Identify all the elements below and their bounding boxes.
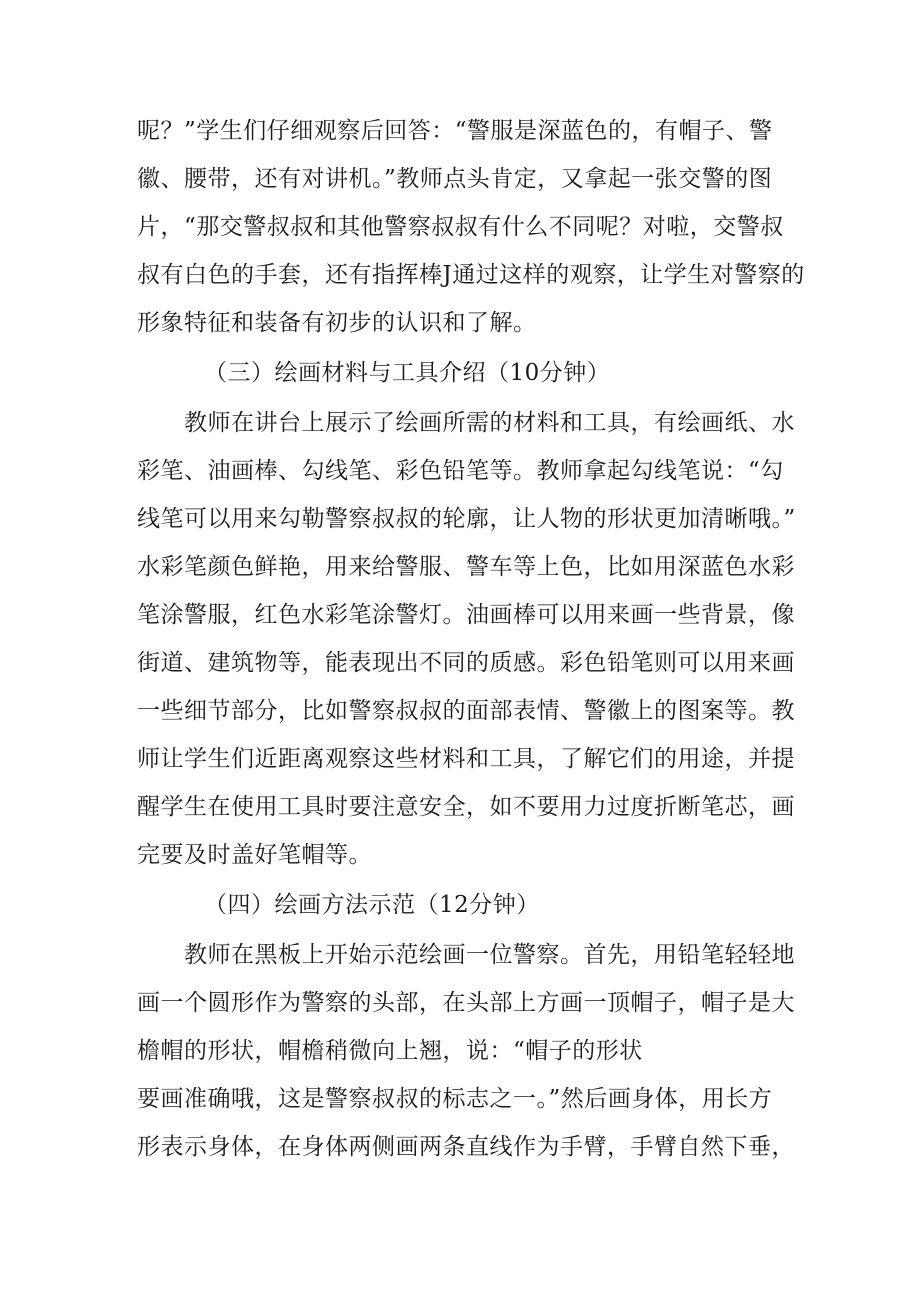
paragraph-line: 水彩笔颜色鲜艳，用来给警服、警车等上色，比如用深蓝色水彩 bbox=[137, 554, 795, 580]
paragraph-line: 完要及时盖好笔帽等。 bbox=[137, 842, 372, 868]
paragraph-line: 街道、建筑物等，能表现出不同的质感。彩色铅笔则可以用来画 bbox=[137, 650, 795, 676]
section-heading: （三）绘画材料与工具介绍（10分钟） bbox=[204, 360, 611, 386]
paragraph-line: 檐帽的形状，帽檐稍微向上翘，说：“帽子的形状 bbox=[137, 1038, 643, 1064]
paragraph-line: 片，“那交警叔叔和其他警察叔叔有什么不同呢？对啦，交警叔 bbox=[137, 214, 784, 240]
paragraph-line: 呢？”学生们仔细观察后回答：“警服是深蓝色的，有帽子、警 bbox=[137, 118, 773, 144]
paragraph-line: 要画准确哦，这是警察叔叔的标志之一。”然后画身体，用长方 bbox=[137, 1086, 773, 1112]
paragraph-line: 教师在黑板上开始示范绘画一位警察。首先，用铅笔轻轻地 bbox=[184, 942, 795, 968]
paragraph-line: 笔涂警服，红色水彩笔涂警灯。油画棒可以用来画一些背景，像 bbox=[137, 602, 795, 628]
paragraph-line: 画一个圆形作为警察的头部，在头部上方画一顶帽子，帽子是大 bbox=[137, 990, 795, 1016]
paragraph-line: 叔有白色的手套，还有指挥棒J通过这样的观察，让学生对警察的 bbox=[137, 262, 805, 288]
paragraph-line: 师让学生们近距离观察这些材料和工具，了解它们的用途，并提 bbox=[137, 746, 795, 772]
paragraph-line: 教师在讲台上展示了绘画所需的材料和工具，有绘画纸、水 bbox=[184, 410, 795, 436]
paragraph-line: 一些细节部分，比如警察叔叔的面部表情、警徽上的图案等。教 bbox=[137, 698, 795, 724]
section-heading: （四）绘画方法示范（12分钟） bbox=[204, 892, 540, 918]
paragraph-line: 线笔可以用来勾勒警察叔叔的轮廓，让人物的形状更加清晰哦。” bbox=[137, 506, 796, 532]
paragraph-line: 醒学生在使用工具时要注意安全，如不要用力过度折断笔芯，画 bbox=[137, 794, 795, 820]
paragraph-line: 徽、腰带，还有对讲机。”教师点头肯定，又拿起一张交警的图 bbox=[137, 166, 773, 192]
paragraph-line: 形象特征和装备有初步的认识和了解。 bbox=[137, 310, 537, 336]
paragraph-line: 形表示身体，在身体两侧画两条直线作为手臂，手臂自然下垂， bbox=[137, 1134, 795, 1160]
paragraph-line: 彩笔、油画棒、勾线笔、彩色铅笔等。教师拿起勾线笔说：“勾 bbox=[137, 458, 784, 484]
